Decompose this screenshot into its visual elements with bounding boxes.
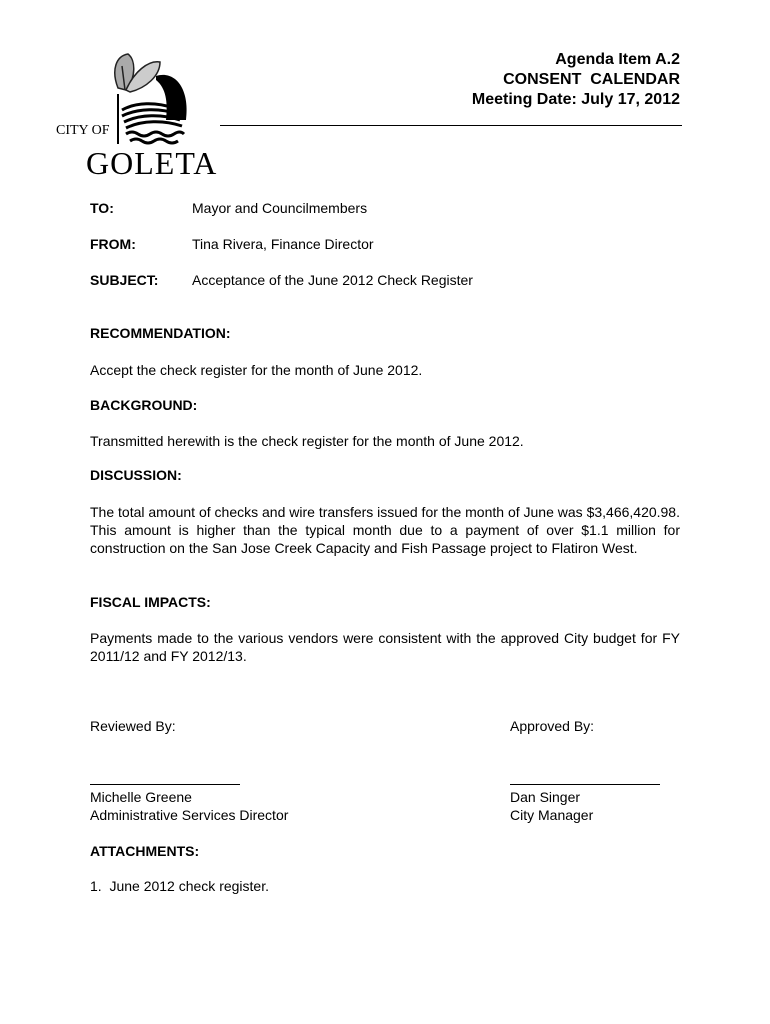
approved-by-label: Approved By:	[510, 718, 595, 734]
recommendation-text: Accept the check register for the month of June 2012.	[90, 362, 423, 378]
meeting-date: Meeting Date: July 17, 2012	[471, 91, 680, 108]
reviewer-title: Administrative Services Director	[90, 807, 289, 823]
subject-value: Acceptance of the June 2012 Check Register	[192, 272, 473, 288]
approver-signature-line	[510, 784, 660, 785]
fiscal-impacts-text: Payments made to the various vendors were consistent with the approved City budget for FY 2011/12 and FY 2012/13.	[90, 630, 680, 664]
attachments-heading: ATTACHMENTS:	[90, 843, 200, 859]
from-label: FROM:	[90, 236, 136, 252]
discussion-heading: DISCUSSION:	[90, 467, 182, 483]
background-heading: BACKGROUND:	[90, 397, 198, 413]
attachment-item: 1. June 2012 check register.	[90, 878, 269, 894]
to-value: Mayor and Councilmembers	[192, 200, 368, 216]
agenda-item-title: Agenda Item A.2	[555, 51, 680, 68]
butterfly-icon	[115, 54, 160, 92]
reviewed-by-label: Reviewed By:	[90, 718, 176, 734]
discussion-text: The total amount of checks and wire transfers issued for the month of June was $3,466,420.98. This amount is higher than the typical month due to a payment of over $1.1 million for construction on the San Jose Creek Capacity and Fish Passage project to Flatiron West.	[90, 504, 680, 556]
logo-goleta-text: GOLETA	[86, 145, 218, 180]
approver-title: City Manager	[510, 807, 594, 823]
logo-city-of-text: CITY OF	[56, 123, 110, 138]
reviewer-signature-line	[90, 784, 240, 785]
agenda-header	[472, 50, 680, 110]
from-value: Tina Rivera, Finance Director	[192, 236, 374, 252]
reviewer-name: Michelle Greene	[90, 789, 192, 805]
header-divider	[220, 125, 682, 126]
background-text: Transmitted herewith is the check register for the month of June 2012.	[90, 433, 524, 449]
fiscal-impacts-heading: FISCAL IMPACTS:	[90, 594, 211, 610]
to-label: TO:	[90, 200, 114, 216]
city-of-goleta-logo	[56, 50, 226, 180]
subject-label: SUBJECT:	[90, 272, 159, 288]
consent-calendar-title: CONSENT CALENDAR	[503, 71, 680, 88]
approver-name: Dan Singer	[510, 789, 581, 805]
recommendation-heading: RECOMMENDATION:	[90, 325, 231, 341]
